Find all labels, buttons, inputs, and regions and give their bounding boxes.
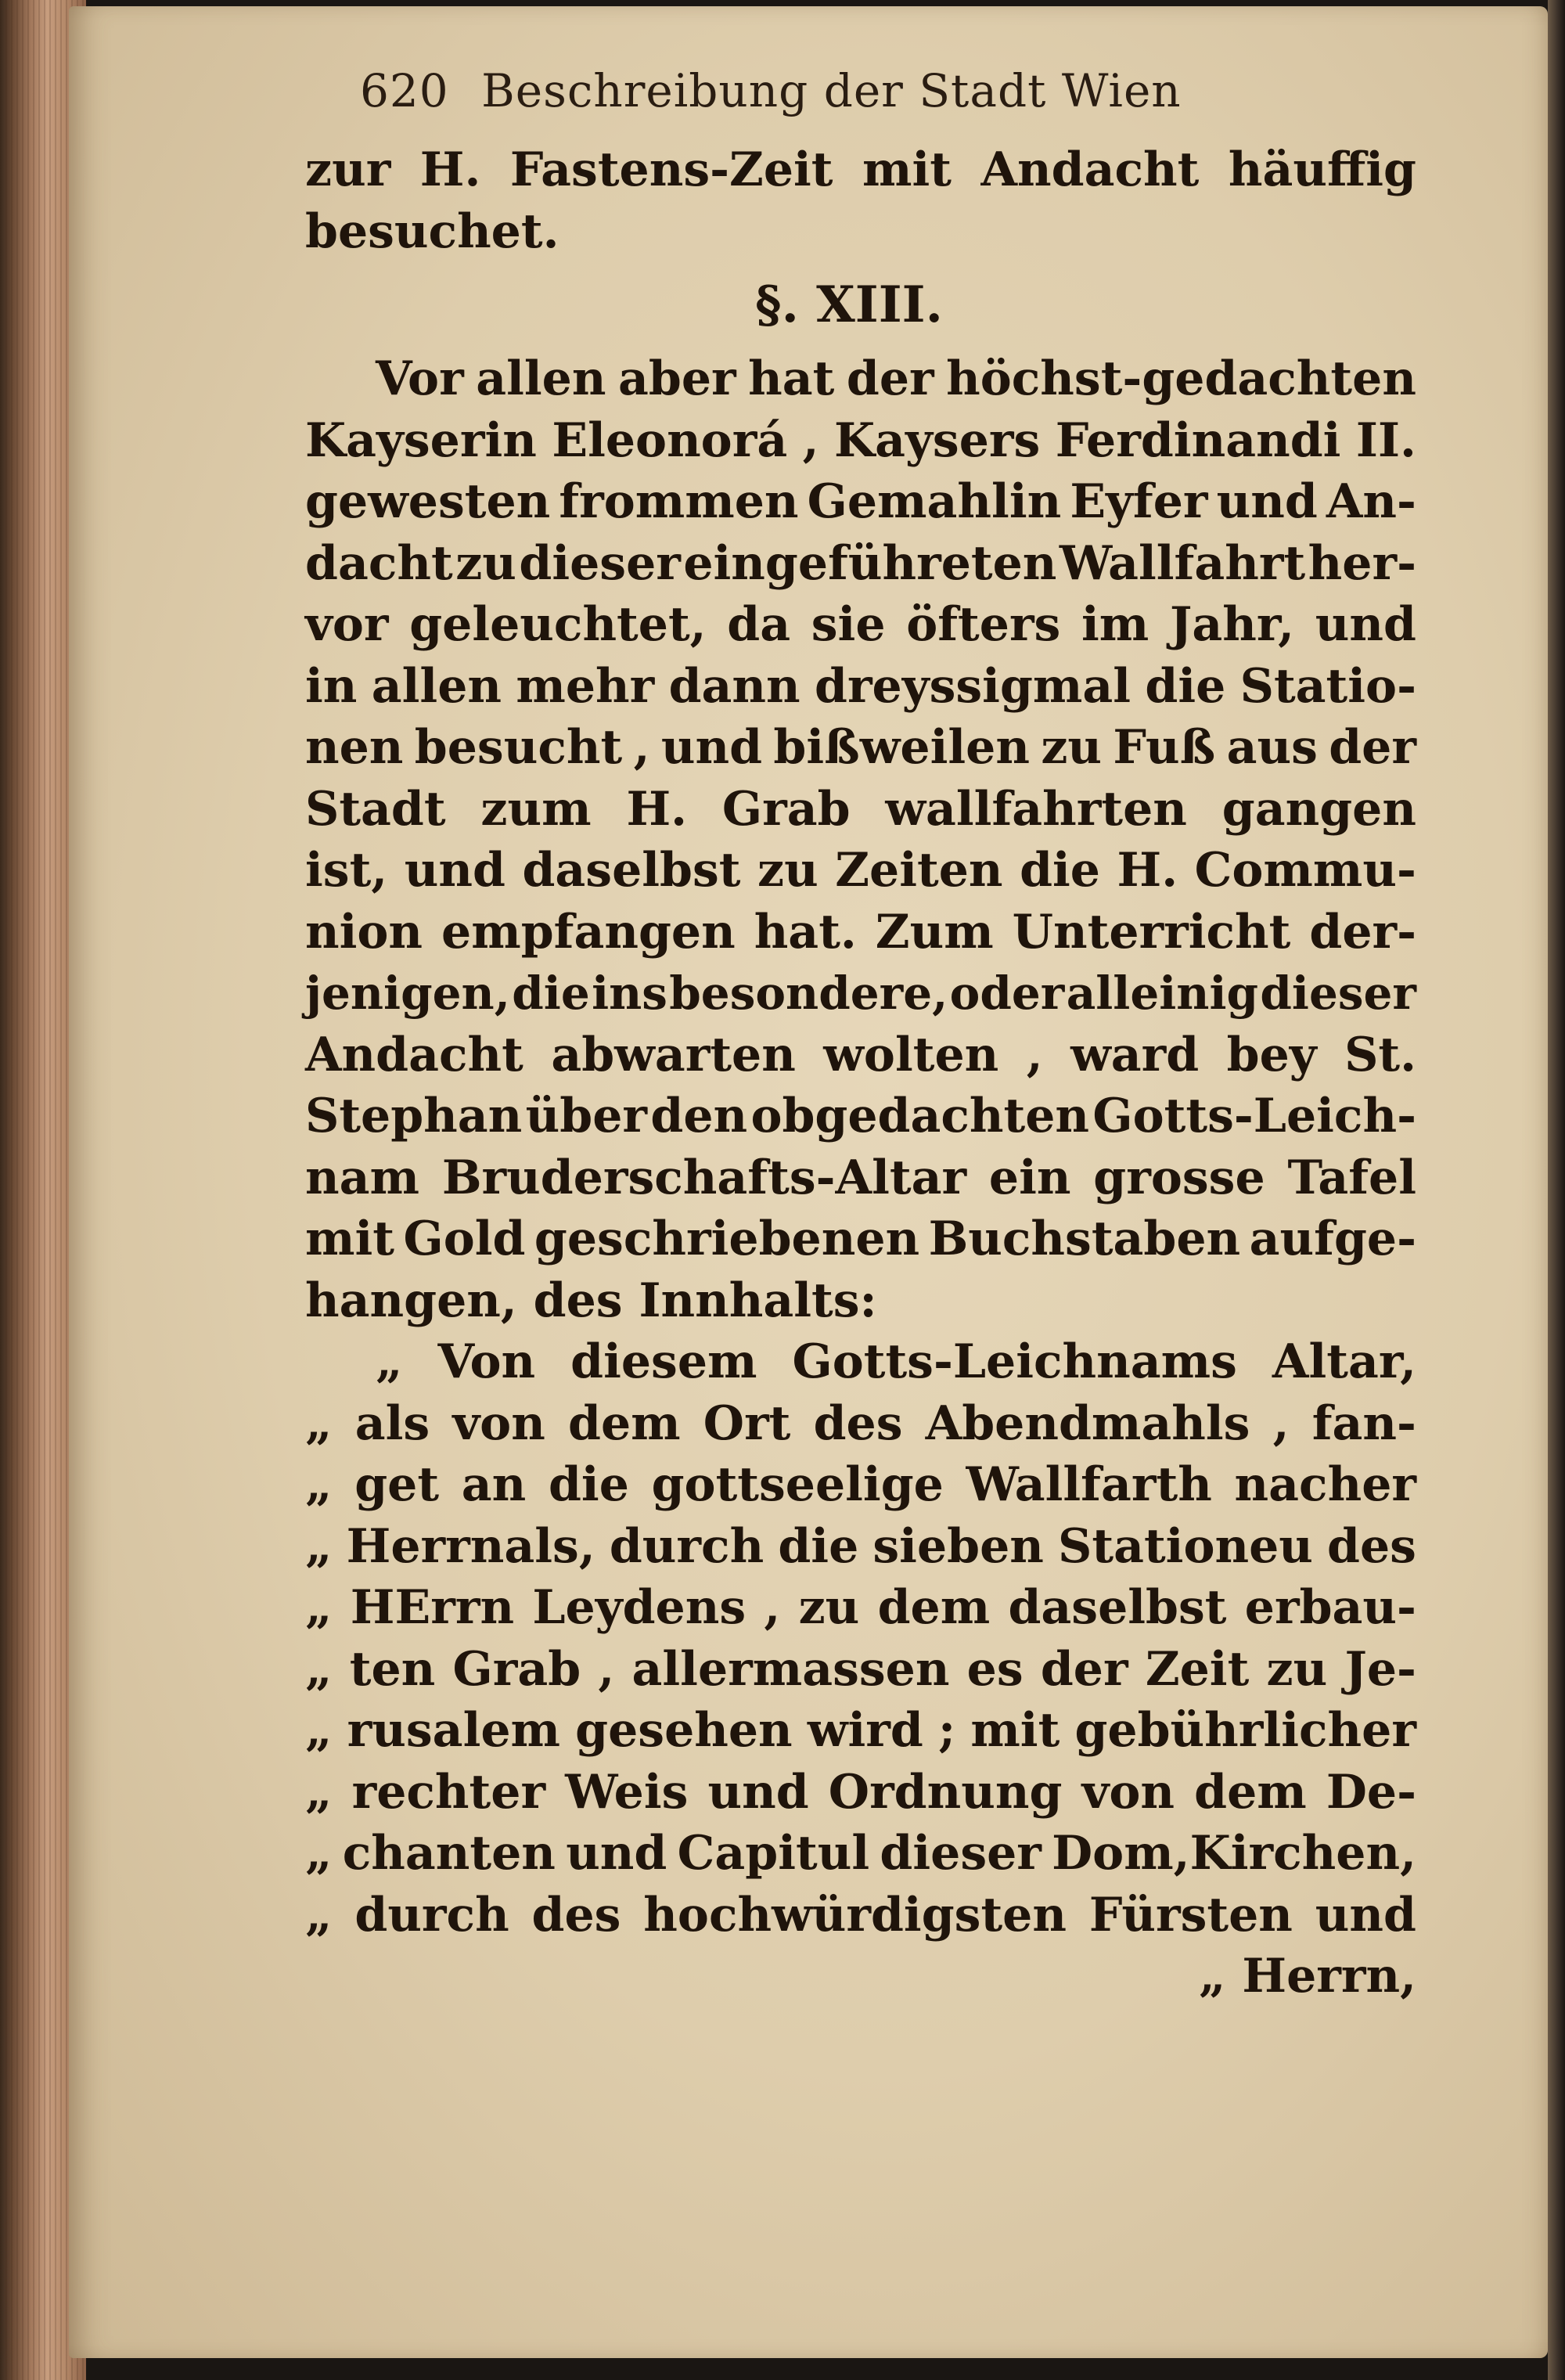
- quote-line: „ als von dem Ort des Abendmahls , fan-: [305, 1395, 1416, 1451]
- text-line: besuchet.: [305, 203, 559, 259]
- text-line: nion empfangen hat. Zum Unterricht der-: [305, 904, 1416, 960]
- text-line: vor geleuchtet, da sie öfters im Jahr, und: [305, 597, 1416, 652]
- text-line: Vor allen aber hat der höchst-gedachten: [376, 351, 1416, 406]
- quote-line: „ Von diesem Gotts-Leichnams Altar,: [376, 1334, 1416, 1389]
- quote-line: „ durch des hochwürdigsten Fürsten und: [305, 1887, 1416, 1943]
- page-text: [305, 139, 1416, 2007]
- text-line: dacht zu dieser eingeführeten Wallfahrt her-: [305, 535, 1416, 591]
- text-line: gewesten frommen Gemahlin Eyfer und An-: [305, 474, 1416, 529]
- running-title: Beschreibung der Stadt Wien: [481, 64, 1182, 117]
- paragraph: [305, 348, 1416, 1331]
- page-number: 620: [360, 64, 449, 117]
- quote-line: „ chanten und Capitul dieser Dom,Kirchen,: [305, 1826, 1416, 1881]
- text-line: jenigen, die ins besondere, oder alleinig dieser: [305, 967, 1416, 1020]
- quote-line: „ rusalem gesehen wird ; mit gebührlicher: [305, 1703, 1416, 1758]
- quote-line: „ ten Grab , allermassen es der Zeit zu Je-: [305, 1641, 1416, 1697]
- section-heading: §. XIII.: [755, 275, 943, 334]
- text-line: Andacht abwarten wolten , ward bey St.: [305, 1027, 1416, 1082]
- quotation: [305, 1331, 1416, 1946]
- quote-line: „ get an die gottseelige Wallfarth nacher: [305, 1457, 1416, 1512]
- text-line: Kayserin Eleonorá , Kaysers Ferdinandi II.: [305, 412, 1416, 468]
- book-right-edge: [1548, 0, 1565, 2380]
- quote-line: „ Herrnals, durch die sieben Stationeu des: [305, 1518, 1416, 1574]
- quote-line: „ rechter Weis und Ordnung von dem De-: [305, 1764, 1416, 1820]
- running-head: [360, 64, 1377, 117]
- text-line: mit Gold geschriebenen Buchstaben aufge-: [305, 1212, 1416, 1266]
- text-line: Stephan über den obgedachten Gotts-Leich-: [305, 1089, 1416, 1143]
- quote-line: „ HErrn Leydens , zu dem daselbst erbau-: [305, 1580, 1416, 1635]
- text-line: ist, und daselbst zu Zeiten die H. Commu-: [305, 843, 1416, 898]
- text-line: nen besucht , und bißweilen zu Fuß aus der: [305, 720, 1416, 775]
- text-line: Stadt zum H. Grab wallfahrten gangen: [305, 781, 1416, 837]
- text-line: zur H. Fastens-Zeit mit Andacht häuffig: [305, 142, 1416, 197]
- text-line: in allen mehr dann dreyssigmal die Statio-: [305, 658, 1416, 714]
- text-line: nam Bruderschafts-Altar ein grosse Tafel: [305, 1150, 1416, 1205]
- catchword: „ Herrn,: [1199, 1949, 1416, 2004]
- text-line: hangen, des Innhalts:: [305, 1273, 877, 1328]
- opening-lines: [305, 139, 1416, 262]
